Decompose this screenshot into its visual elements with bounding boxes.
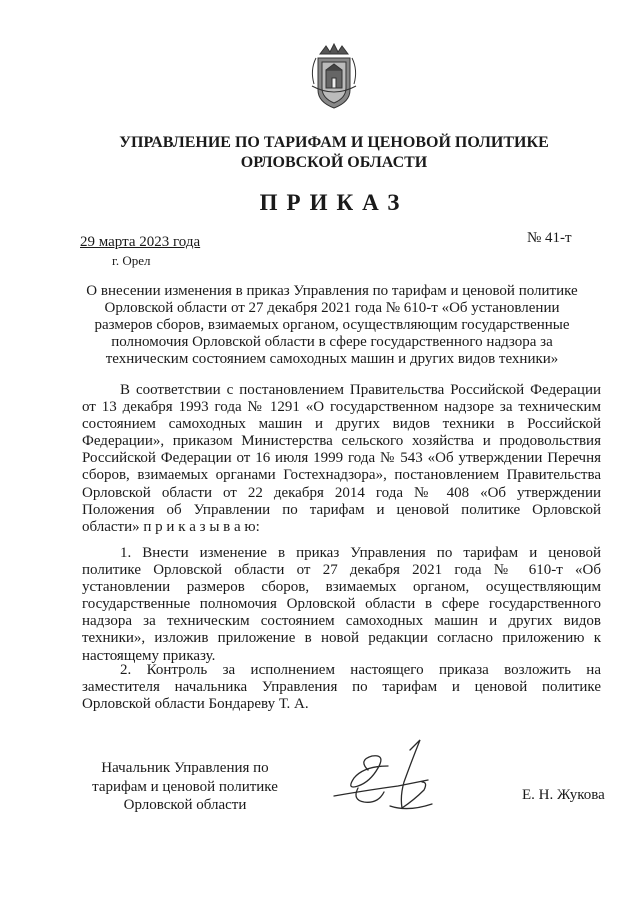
item2-line: заместителя начальника Управления по тарифам и ценовой политике <box>82 679 601 696</box>
organization-title-line1: УПРАВЛЕНИЕ ПО ТАРИФАМ И ЦЕНОВОЙ ПОЛИТИКЕ <box>119 134 549 151</box>
signer-name: Е. Н. Жукова <box>522 787 605 803</box>
subject-line: полномочия Орловской области в сфере государственного надзора за <box>111 334 553 350</box>
preamble-line: Федерации», приказом Министерства сельского хозяйства и продовольствия <box>82 433 601 450</box>
item1-line: установлении размеров сборов, взимаемых органом, осуществляющим <box>82 579 601 596</box>
item1-line: надзора за техническим состоянием самоходных машин и других видов <box>82 613 601 630</box>
preamble-line: состоянием самоходных машин и других видов техники в Российской <box>82 416 601 433</box>
item1-line: техники», изложив приложение в новой редакции согласно приложению к <box>82 630 601 647</box>
preamble-line: Российской Федерации от 16 июля 1999 года № 543 «Об утверждении Перечня <box>82 450 601 467</box>
item1-line: настоящему приказу. <box>82 647 216 664</box>
signer-position-line3: Орловской области <box>123 797 247 813</box>
document-number: № 41-т <box>527 230 572 246</box>
preamble-line: области» п р и к а з ы в а ю: <box>82 518 260 535</box>
document-city: г. Орел <box>112 253 151 268</box>
preamble-paragraph <box>82 382 601 536</box>
handwritten-signature <box>328 730 458 825</box>
preamble-line: от 13 декабря 1993 года № 1291 «О государственном надзоре за техническим <box>82 399 601 416</box>
item1-line: 1. Внести изменение в приказ Управления по тарифам и ценовой <box>120 545 601 561</box>
organization-title <box>60 133 608 173</box>
item2-line: Орловской области Бондареву Т. А. <box>82 696 309 713</box>
item1-line: государственные полномочия Орловской области в сфере государственного <box>82 596 601 613</box>
order-item-2 <box>82 662 601 713</box>
subject-line: О внесении изменения в приказ Управления по тарифам и ценовой политике <box>86 283 578 299</box>
organization-title-line2: ОРЛОВСКОЙ ОБЛАСТИ <box>240 154 428 171</box>
item1-line: политике Орловской области от 27 декабря 2021 года № 610-т «Об <box>82 562 601 579</box>
document-type-title: ПРИКАЗ <box>259 190 409 215</box>
order-item-1 <box>82 545 601 665</box>
subject-line: Орловской области от 27 декабря 2021 года № 610-т «Об установлении <box>104 300 560 316</box>
preamble-line: Положения об Управлении по тарифам и ценовой политике Орловской <box>82 501 601 518</box>
signer-position <box>80 759 290 815</box>
coat-of-arms-emblem <box>306 40 362 112</box>
document-date: 29 марта 2023 года <box>80 234 201 250</box>
subject-line: размеров сборов, взимаемых органом, осуществляющим государственные <box>94 317 570 333</box>
signer-position-line1: Начальник Управления по <box>101 760 269 776</box>
item2-line: 2. Контроль за исполнением настоящего приказа возложить на <box>120 662 601 678</box>
preamble-line: сборов, взимаемых органами Гостехнадзора», постановлением Правительства <box>82 467 601 484</box>
document-subject <box>76 283 588 368</box>
preamble-line: Орловской области от 22 декабря 2014 года № 408 «Об утверждении <box>82 484 601 501</box>
subject-line: техническим состоянием самоходных машин и других видов техники» <box>105 351 559 367</box>
preamble-line: В соответствии с постановлением Правительства Российской Федерации <box>120 382 601 398</box>
signer-position-line2: тарифам и ценовой политике <box>92 778 278 795</box>
